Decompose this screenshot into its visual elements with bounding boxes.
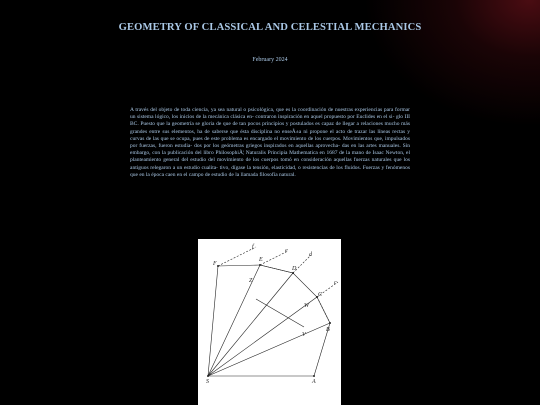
figure-diagram [198,239,341,405]
dashed-e-E [260,251,288,265]
label-F: F [213,261,217,267]
orbit-polygon [208,265,330,376]
point-F [217,265,219,267]
chord-E-D [260,265,293,273]
label-e: e [285,248,288,254]
chord-F-E [218,265,260,266]
chord-W-V [256,299,304,327]
dashed-f-F [218,247,256,266]
label-d: d [309,252,312,258]
point-S [207,375,209,377]
point-D [292,272,294,274]
label-W: W [304,303,309,309]
point-E [259,264,261,266]
dashed-C-B [317,297,330,323]
label-E: E [259,257,263,263]
ray-S-D [208,273,293,376]
geometric-figure [198,239,341,405]
point-B [329,322,331,324]
label-c: c [334,280,337,286]
label-C: C [318,292,323,298]
abstract-text: A través del objeto de toda ciencia, ya sea natural o psicológica, que es la coordinación de nuestras experiencias para formar un sistema lógico, los inicios de la mecánica clásica en- contraron inspiración en aquel propuesto por Euclides en el si- glo III BC. Puesto que la geometría se gloria de que de tan pocos principios y postulados es capaz de llegar a relaciones mucho más grandes entre sus elementos, ha de saberse que ésta disciplina no enseÃ±a ni propone el acto de trazar las líneas rectas y curvas de las que se ocupa, pues de este problema es encargado el movimiento de los cuerpos. Movimientos que, impulsados por fuerzas, fueron estudia- dos por los geómetras griegos inspirados en aquellas aprovecha- das en las artes manuales. Sin embargo, con la publicación del libro PhilosophiÃ¦ Naturalis Principia Mathematica en 1687 de la mano de Isaac Newton, el planteamiento general del estudio del movimiento de los cuerpos tomó en consideración aquellas fuerzas naturales que los antiguos relegaron a un estudio cualita- tivo, dígase la tensión, elasticidad, o resistencias de los fluidos. Fuerzas y fenómenos que en la época caen en el campo de estudio de la llamada filosofía natural. [130,107,410,178]
label-B: B [326,327,330,333]
label-A: A [312,379,316,385]
label-V: V [302,332,306,338]
label-S: S [206,379,209,385]
ray-S-B [208,323,330,376]
ray-S-F [208,266,218,376]
point-A [313,375,315,377]
label-f: f [252,244,254,250]
label-D: D [292,266,297,272]
page-title: GEOMETRY OF CLASSICAL AND CELESTIAL MECHANICS [118,22,422,33]
publication-date: February 2024 [252,57,288,63]
ray-S-C [208,297,317,376]
label-Z: Z [249,278,253,284]
